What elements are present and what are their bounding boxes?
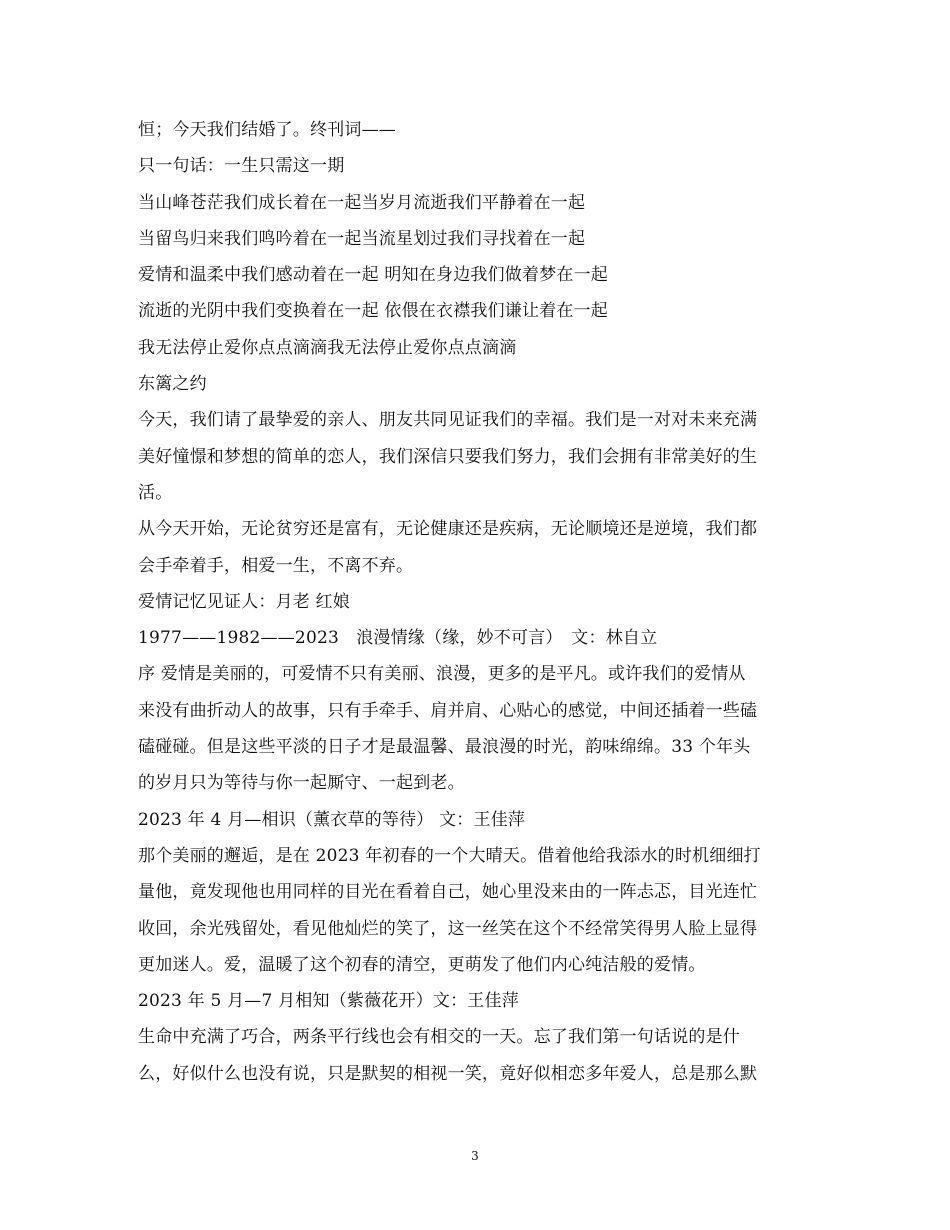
text-line: 今天，我们请了最挚爱的亲人、朋友共同见证我们的幸福。我们是一对对未来充满 bbox=[138, 410, 758, 431]
text-line: 会手牵着手，相爱一生，不离不弃。 bbox=[138, 555, 414, 576]
text-line: 生命中充满了巧合，两条平行线也会有相交的一天。忘了我们第一句话说的是什 bbox=[138, 1027, 740, 1048]
text-line: 美好憧憬和梦想的简单的恋人，我们深信只要我们努力，我们会拥有非常美好的生 bbox=[138, 446, 758, 467]
text-line: 爱情和温柔中我们感动着在一起 明知在身边我们做着梦在一起 bbox=[138, 265, 609, 286]
page-number: 3 bbox=[471, 1149, 479, 1163]
section-heading: 2023 年 5 月—7 月相知（紫薇花开）文：王佳萍 bbox=[138, 991, 519, 1012]
text-line: 只一句话：一生只需这一期 bbox=[138, 156, 345, 177]
text-line: 来没有曲折动人的故事，只有手牵手、肩并肩、心贴心的感觉，中间还插着一些磕 bbox=[138, 700, 758, 721]
text-line: 那个美丽的邂逅，是在 2023 年初春的一个大晴天。借着他给我添水的时机细细打 bbox=[138, 845, 761, 866]
section-heading: 1977——1982——2023 浪漫情缘（缘，妙不可言） 文：林自立 bbox=[138, 628, 658, 649]
text-line: 更加迷人。爱，温暖了这个初春的清空，更萌发了他们内心纯洁般的爱情。 bbox=[138, 954, 706, 975]
text-line: 当山峰苍茫我们成长着在一起当岁月流逝我们平静着在一起 bbox=[138, 192, 586, 213]
document-body bbox=[138, 112, 818, 1092]
text-line: 么，好似什么也没有说，只是默契的相视一笑，竟好似相恋多年爱人，总是那么默 bbox=[138, 1063, 758, 1084]
section-heading: 2023 年 4 月—相识（薰衣草的等待） 文：王佳萍 bbox=[138, 809, 526, 830]
text-line: 序 爱情是美丽的，可爱情不只有美丽、浪漫，更多的是平凡。或许我们的爱情从 bbox=[138, 664, 746, 685]
text-line: 恒；今天我们结婚了。终刊词—— bbox=[138, 120, 396, 140]
text-line: 磕碰碰。但是这些平淡的日子才是最温馨、最浪漫的时光，韵味绵绵。33 个年头 bbox=[138, 737, 751, 758]
text-line: 爱情记忆见证人：月老 红娘 bbox=[138, 591, 351, 612]
text-line: 从今天开始，无论贫穷还是富有，无论健康还是疾病，无论顺境还是逆境，我们都 bbox=[138, 519, 758, 540]
text-line: 活。 bbox=[138, 482, 173, 503]
text-line: 当留鸟归来我们鸣吟着在一起当流星划过我们寻找着在一起 bbox=[138, 228, 586, 249]
text-line: 的岁月只为等待与你一起厮守、一起到老。 bbox=[138, 773, 465, 794]
text-line: 流逝的光阴中我们变换着在一起 依偎在衣襟我们谦让着在一起 bbox=[138, 301, 609, 322]
section-heading: 东篱之约 bbox=[138, 374, 207, 395]
text-line: 量他，竟发现他也用同样的目光在看着自己，她心里没来由的一阵忐忑，目光连忙 bbox=[138, 882, 758, 903]
text-line: 我无法停止爱你点点滴滴我无法停止爱你点点滴滴 bbox=[138, 337, 517, 358]
text-line: 收回，余光残留处，看见他灿烂的笑了，这一丝笑在这个不经常笑得男人脸上显得 bbox=[138, 918, 758, 939]
